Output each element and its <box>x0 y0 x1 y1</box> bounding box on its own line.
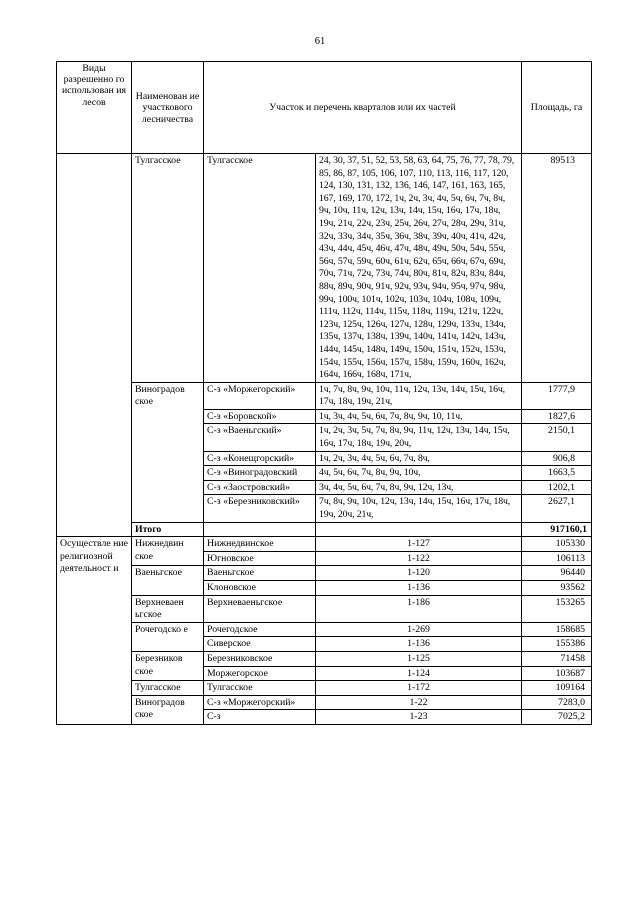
total-value: 917160,1 <box>522 522 592 537</box>
area-cell: 96440 <box>522 566 592 581</box>
area-cell: 2627,1 <box>522 495 592 522</box>
forestry-cell: Нижнедвин ское <box>132 537 204 566</box>
forestry-cell: Тулгасское <box>132 681 204 696</box>
table-row <box>57 681 592 696</box>
plot-cell: С-з «Березниковский» <box>204 495 316 522</box>
plot-cell: С-з «Боровской» <box>204 409 316 424</box>
quarters-cell: 1-172 <box>316 681 522 696</box>
table-row <box>57 622 592 637</box>
quarters-cell: 1ч, 7ч, 8ч, 9ч, 10ч, 11ч, 12ч, 13ч, 14ч, 15ч, 16ч, 17ч, 18ч, 19ч, 21ч, <box>316 382 522 409</box>
area-cell: 2150,1 <box>522 424 592 451</box>
quarters-cell: 1ч, 3ч, 4ч, 5ч, 6ч, 7ч, 8ч, 9ч, 10, 11ч, <box>316 409 522 424</box>
use-type-cell: Осуществле ние религиозной деятельност и <box>57 537 132 725</box>
plot-cell: С-з «Ваеньгский» <box>204 424 316 451</box>
plot-cell: С-з <box>204 710 316 725</box>
header-district-forestry: Наименован ие участкового лесничества <box>132 62 204 154</box>
quarters-cell: 7ч, 8ч, 9ч, 10ч, 12ч, 13ч, 14ч, 15ч, 16ч, 17ч, 18ч, 19ч, 20ч, 21ч, <box>316 495 522 522</box>
area-cell: 155386 <box>522 637 592 652</box>
table-row <box>57 651 592 666</box>
area-cell: 7283,0 <box>522 695 592 710</box>
plot-cell: Тулгасское <box>204 681 316 696</box>
use-type-cell <box>57 154 132 537</box>
area-cell: 103687 <box>522 666 592 681</box>
plot-cell: Моржегорское <box>204 666 316 681</box>
total-label: Итого <box>132 522 204 537</box>
forestry-cell: Виноградов ское <box>132 382 204 522</box>
plot-cell: Ваеньгское <box>204 566 316 581</box>
quarters-cell: 1-22 <box>316 695 522 710</box>
quarters-cell: 1-136 <box>316 581 522 596</box>
quarters-cell: 1-122 <box>316 551 522 566</box>
forestry-cell: Ваеньгское <box>132 566 204 595</box>
area-cell: 1827,6 <box>522 409 592 424</box>
table-row <box>57 695 592 710</box>
table-row <box>57 382 592 409</box>
forestry-cell: Верхневаен ьгское <box>132 595 204 622</box>
header-plots: Участок и перечень кварталов или их частей <box>204 62 522 154</box>
table-row <box>57 154 592 383</box>
plot-cell: Нижнедвинское <box>204 537 316 552</box>
quarters-cell: 1-269 <box>316 622 522 637</box>
page-number: 61 <box>314 36 326 47</box>
plot-cell: Рочегодское <box>204 622 316 637</box>
area-cell: 1663,5 <box>522 466 592 481</box>
area-cell: 906,8 <box>522 451 592 466</box>
area-cell: 1777,9 <box>522 382 592 409</box>
area-cell: 153265 <box>522 595 592 622</box>
table-row <box>57 537 592 552</box>
quarters-cell: 1-124 <box>316 666 522 681</box>
quarters-cell: 1-136 <box>316 637 522 652</box>
table-row <box>57 566 592 581</box>
quarters-cell: 4ч, 5ч, 6ч, 7ч, 8ч, 9ч, 10ч, <box>316 466 522 481</box>
area-cell: 93562 <box>522 581 592 596</box>
plot-cell: С-з «Заостровский» <box>204 480 316 495</box>
plot-cell: Верхневаеньгское <box>204 595 316 622</box>
table-header-row <box>57 62 592 154</box>
area-cell: 158685 <box>522 622 592 637</box>
header-use-type: Виды разрешенно го использован ия лесов <box>57 62 132 154</box>
quarters-cell: 1-23 <box>316 710 522 725</box>
plot-cell: С-з «Моржегорский» <box>204 695 316 710</box>
area-cell: 7025,2 <box>522 710 592 725</box>
area-cell: 71458 <box>522 651 592 666</box>
plot-cell: Клоновское <box>204 581 316 596</box>
plot-cell: С-з «Конещгорский» <box>204 451 316 466</box>
plot-cell: Югновское <box>204 551 316 566</box>
quarters-cell: 24, 30, 37, 51, 52, 53, 58, 63, 64, 75, 76, 77, 78, 79, 85, 86, 87, 105, 106, 107, 110, 113, 116, 117, 120, 124, 130, 131, 132, 136, 146, 147, 161, 163, 165, 167, 169, 170, 172, 1ч, 2ч, 3ч, 4ч, 5ч, 6ч, 7ч, 8ч, 9ч, 10ч, 11ч, 12ч, 13ч, 14ч, 15ч, 16ч, 17ч, 18ч, 19ч, 21ч, 22ч, 23ч, 25ч, 26ч, 27ч, 28ч, 29ч, 31ч, 32ч, 33ч, 34ч, 35ч, 36ч, 38ч, 39ч, 40ч, 41ч, 42ч, 43ч, 44ч, 45ч, 46ч, 47ч, 48ч, 49ч, 50ч, 54ч, 55ч, 56ч, 57ч, 59ч, 60ч, 61ч, 62ч, 65ч, 66ч, 67ч, 69ч, 70ч, 71ч, 72ч, 73ч, 74ч, 80ч, 81ч, 82ч, 83ч, 84ч, 88ч, 89ч, 90ч, 91ч, 92ч, 93ч, 94ч, 95ч, 97ч, 98ч, 99ч, 100ч, 101ч, 102ч, 103ч, 104ч, 108ч, 109ч, 111ч, 112ч, 114ч, 115ч, 118ч, 119ч, 121ч, 122ч, 123ч, 125ч, 126ч, 127ч, 128ч, 129ч, 133ч, 134ч, 135ч, 137ч, 138ч, 139ч, 140ч, 141ч, 142ч, 143ч, 144ч, 145ч, 148ч, 149ч, 150ч, 151ч, 152ч, 153ч, 154ч, 155ч, 156ч, 157ч, 158ч, 159ч, 160ч, 162ч, 164ч, 166ч, 168ч, 171ч, <box>316 154 522 383</box>
quarters-cell: 1ч, 2ч, 3ч, 5ч, 7ч, 8ч, 9ч, 11ч, 12ч, 13ч, 14ч, 15ч, 16ч, 17ч, 18ч, 19ч, 20ч, <box>316 424 522 451</box>
forestry-cell: Березников ское <box>132 651 204 680</box>
area-cell: 105330 <box>522 537 592 552</box>
plot-cell: Тулгасское <box>204 154 316 383</box>
quarters-cell: 1-120 <box>316 566 522 581</box>
total-row <box>57 522 592 537</box>
area-cell: 106113 <box>522 551 592 566</box>
forest-use-table <box>56 61 592 725</box>
forestry-cell: Тулгасское <box>132 154 204 383</box>
plot-cell: С-з «Моржегорский» <box>204 382 316 409</box>
table-row <box>57 595 592 622</box>
area-cell: 109164 <box>522 681 592 696</box>
area-cell: 89513 <box>522 154 592 383</box>
plot-cell: Сиверское <box>204 637 316 652</box>
area-cell: 1202,1 <box>522 480 592 495</box>
plot-cell: С-з «Виноградовский <box>204 466 316 481</box>
quarters-cell: 1ч, 2ч, 3ч, 4ч, 5ч, 6ч, 7ч, 8ч, <box>316 451 522 466</box>
plot-cell: Березниковское <box>204 651 316 666</box>
quarters-cell: 1-127 <box>316 537 522 552</box>
forestry-cell: Рочегодско е <box>132 622 204 651</box>
forestry-cell: Виноградов ское <box>132 695 204 724</box>
quarters-cell: 1-186 <box>316 595 522 622</box>
header-area: Площадь, га <box>522 62 592 154</box>
quarters-cell: 3ч, 4ч, 5ч, 6ч, 7ч, 8ч, 9ч, 12ч, 13ч, <box>316 480 522 495</box>
quarters-cell: 1-125 <box>316 651 522 666</box>
